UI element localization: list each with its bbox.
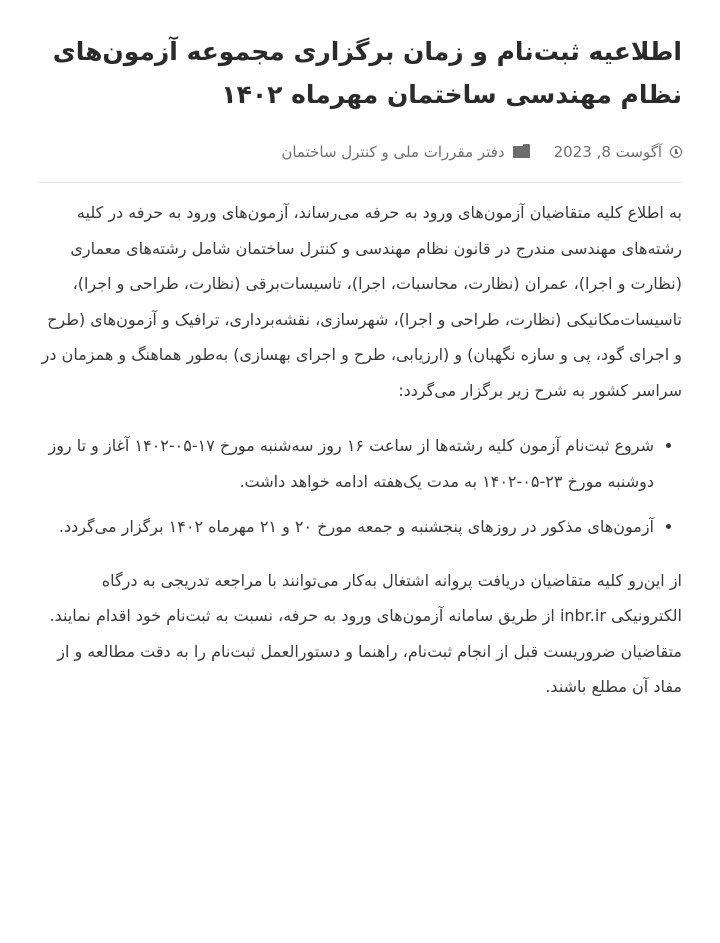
- portal-domain: inbr.ir: [559, 606, 606, 626]
- article-content: [38, 195, 682, 705]
- registration-text-end: از طریق سامانه آزمون‌های ورود به حرفه، نسبت به ثبت‌نام خود اقدام نمایند. متقاضیان ضروریست قبل از انجام ثبت‌نام، راهنما و دستورالعمل ثبت‌نام را به دقت مطالعه و از مفاد آن مطلع باشند.: [49, 606, 682, 697]
- article-meta: [38, 140, 682, 164]
- list-item: • آزمون‌های مذکور در روزهای پنجشنبه و جمعه مورخ ۲۰ و ۲۱ مهرماه ۱۴۰۲ برگزار می‌گردد.: [38, 509, 654, 545]
- registration-paragraph: [38, 563, 682, 705]
- registration-text-start: از این‌رو کلیه متقاضیان دریافت پروانه اشتغال به‌کار می‌توانند با مراجعه تدریجی به درگاه الکترونیکی: [101, 570, 682, 626]
- schedule-list: [38, 428, 682, 545]
- intro-paragraph: به اطلاع کلیه متقاضیان آزمون‌های ورود به حرفه می‌رساند، آزمون‌های ورود به حرفه در کلیه رشته‌های مهندسی مندرج در قانون نظام مهندسی و کنترل ساختمان شامل رشته‌های معماری (نظارت و اجرا)، عمران (نظارت، محاسبات، اجرا)، تاسیسات‌برقی (نظارت، طراحی و اجرا)، تاسیسات‌مکانیکی (نظارت، طراحی و اجرا)، شهرسازی، نقشه‌برداری، ترافیک و آزمون‌های (طرح و اجرای گود، پی و سازه نگهبان) و (ارزیابی، طرح و اجرای بهسازی) به‌طور هماهنگ و همزمان در سراسر کشور به شرح زیر برگزار می‌گردد:: [41, 203, 682, 400]
- clock-icon: [670, 146, 682, 158]
- divider: [38, 182, 682, 183]
- list-item: • شروع ثبت‌نام آزمون کلیه رشته‌ها از ساعت ۱۶ روز سه‌شنبه مورخ ۱۷-۰۵-۱۴۰۲ آغاز و تا روز دوشنبه مورخ ۲۳-۰۵-۱۴۰۲ به مدت یک‌هفته ادامه خواهد داشت.: [38, 428, 654, 499]
- publish-date: آگوست 8, 2023: [553, 143, 662, 161]
- page-title: اطلاعیه ثبت‌نام و زمان برگزاری مجموعه آزمون‌های نظام مهندسی ساختمان مهرماه ۱۴۰۲: [52, 37, 682, 109]
- category-link[interactable]: دفتر مقررات ملی و کنترل ساختمان: [281, 143, 505, 161]
- folder-icon: [513, 146, 530, 158]
